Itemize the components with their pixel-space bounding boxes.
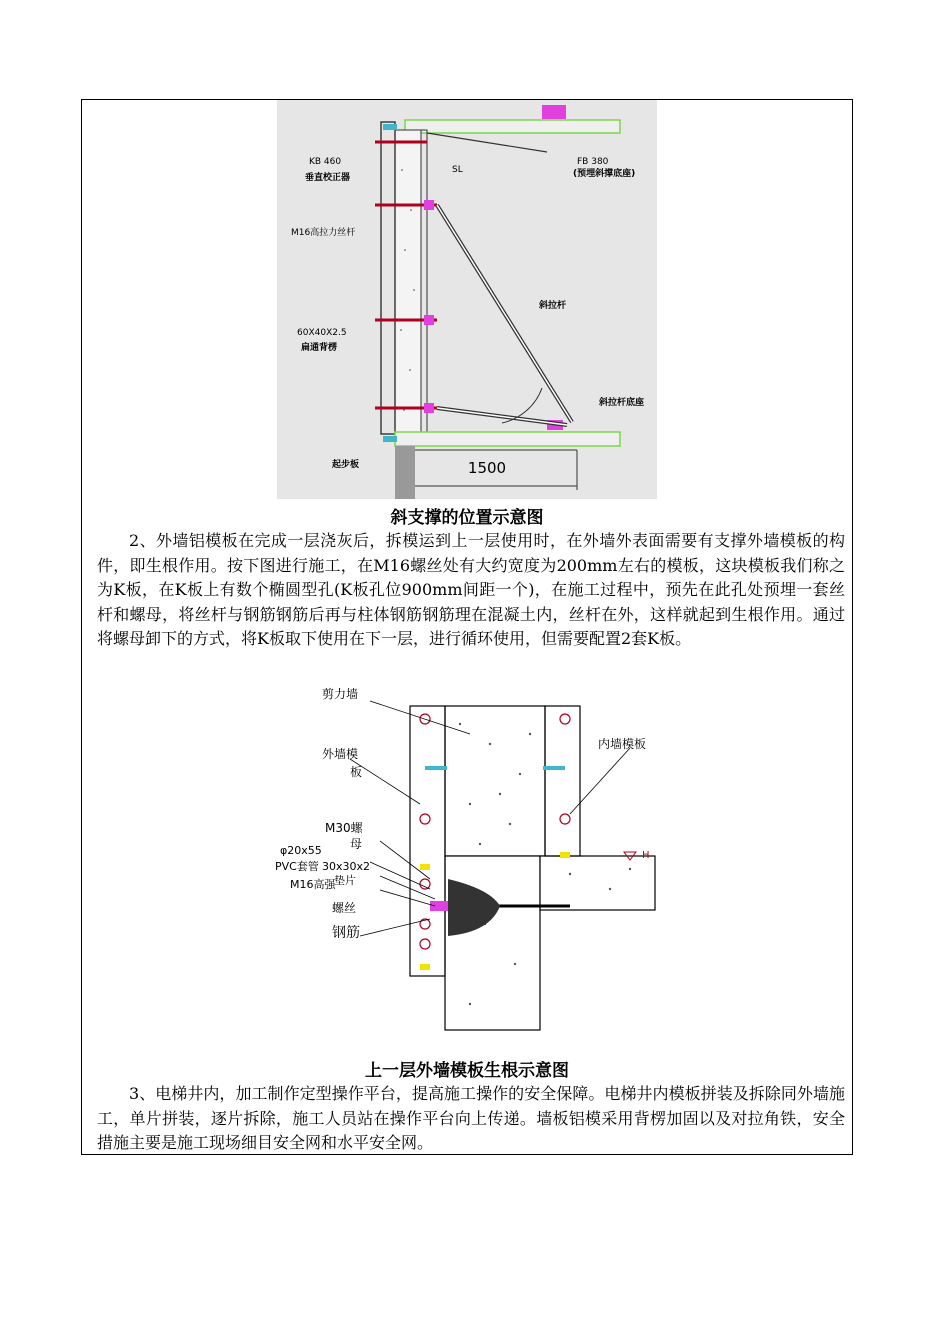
paragraph-3-text: 3、电梯井内，加工制作定型操作平台，提高施工操作的安全保障。电梯井内模板拼装及拆除同外墙施工，单片拼装，逐片拆除，施工人员站在操作平台向上传递。墙板铝模采用背楞加固以及对拉角铁，安全措施主要是施工现场细目安全网和水平安全网。 — [97, 1084, 845, 1152]
fig2-label-rebar: 钢筋 — [332, 925, 360, 941]
fig1-label-kb-cn: 垂直校正器 — [305, 173, 351, 183]
fig1-label-base: 斜拉杆底座 — [599, 398, 645, 408]
fig2-label-h: H — [642, 850, 650, 861]
fig1-label-kb: KB 460 — [309, 157, 342, 167]
fig2-label-gasket-size: 30x30x2 — [322, 860, 371, 873]
fig2-label-outer-form-2: 板 — [350, 765, 363, 779]
fig1-label-start: 起步板 — [332, 460, 360, 470]
paragraph-3 — [97, 1082, 845, 1156]
fig1-label-fb-cn: (预埋斜撑底座) — [573, 169, 636, 179]
caption-rooting: 上一层外墙模板生根示意图 — [365, 1061, 569, 1081]
fig1-label-section-cn: 扁通背楞 — [301, 343, 338, 353]
fig1-label-section: 60X40X2.5 — [297, 328, 347, 338]
diagonal-support-diagram — [277, 100, 657, 499]
paragraph-2 — [97, 529, 845, 652]
fig2-label-outer-form-1: 外墙模 — [322, 747, 359, 761]
formwork-rooting-diagram — [270, 684, 670, 1054]
fig2-label-inner-form: 内墙模板 — [598, 737, 647, 751]
fig1-label-rod: 斜拉杆 — [539, 301, 567, 311]
fig2-label-shear-wall: 剪力墙 — [322, 687, 359, 701]
caption-diagonal-support: 斜支撑的位置示意图 — [390, 508, 544, 528]
fig2-label-screw: 螺丝 — [332, 901, 357, 915]
fig2-label-gasket: 垫片 — [334, 874, 356, 887]
fig2-label-m16: M16高强 — [290, 878, 336, 891]
fig2-label-m30-1: M30螺 — [325, 821, 363, 835]
fig2-label-m30-2: 母 — [350, 837, 363, 851]
fig1-label-fb: FB 380 — [577, 157, 609, 167]
fig1-label-m16: M16高拉力丝杆 — [291, 228, 356, 238]
paragraph-2-text: 2、外墙铝模板在完成一层浇灰后，拆模运到上一层使用时，在外墙外表面需要有支撑外墙模板的构件，即生根作用。按下图进行施工，在M16螺丝处有大约宽度为200mm左右的模板，这块模板我们称之为K板，在K板上有数个椭圆型孔(K板孔位900mm间距一个)，在施工过程中，预先在此孔处预埋一套丝杆和螺母，将丝杆与钢筋钢筋后再与柱体钢筋钢筋理在混凝土内，丝杆在外，这样就起到生根作用。通过将螺母卸下的方式，将K板取下使用在下一层，进行循环使用，但需要配置2套K板。 — [97, 531, 845, 648]
fig2-label-pvc: PVC套管 — [275, 860, 319, 873]
fig1-dim-1500: 1500 — [467, 459, 507, 477]
fig2-label-phi: φ20x55 — [280, 844, 322, 857]
fig1-label-sl: SL — [452, 165, 463, 175]
